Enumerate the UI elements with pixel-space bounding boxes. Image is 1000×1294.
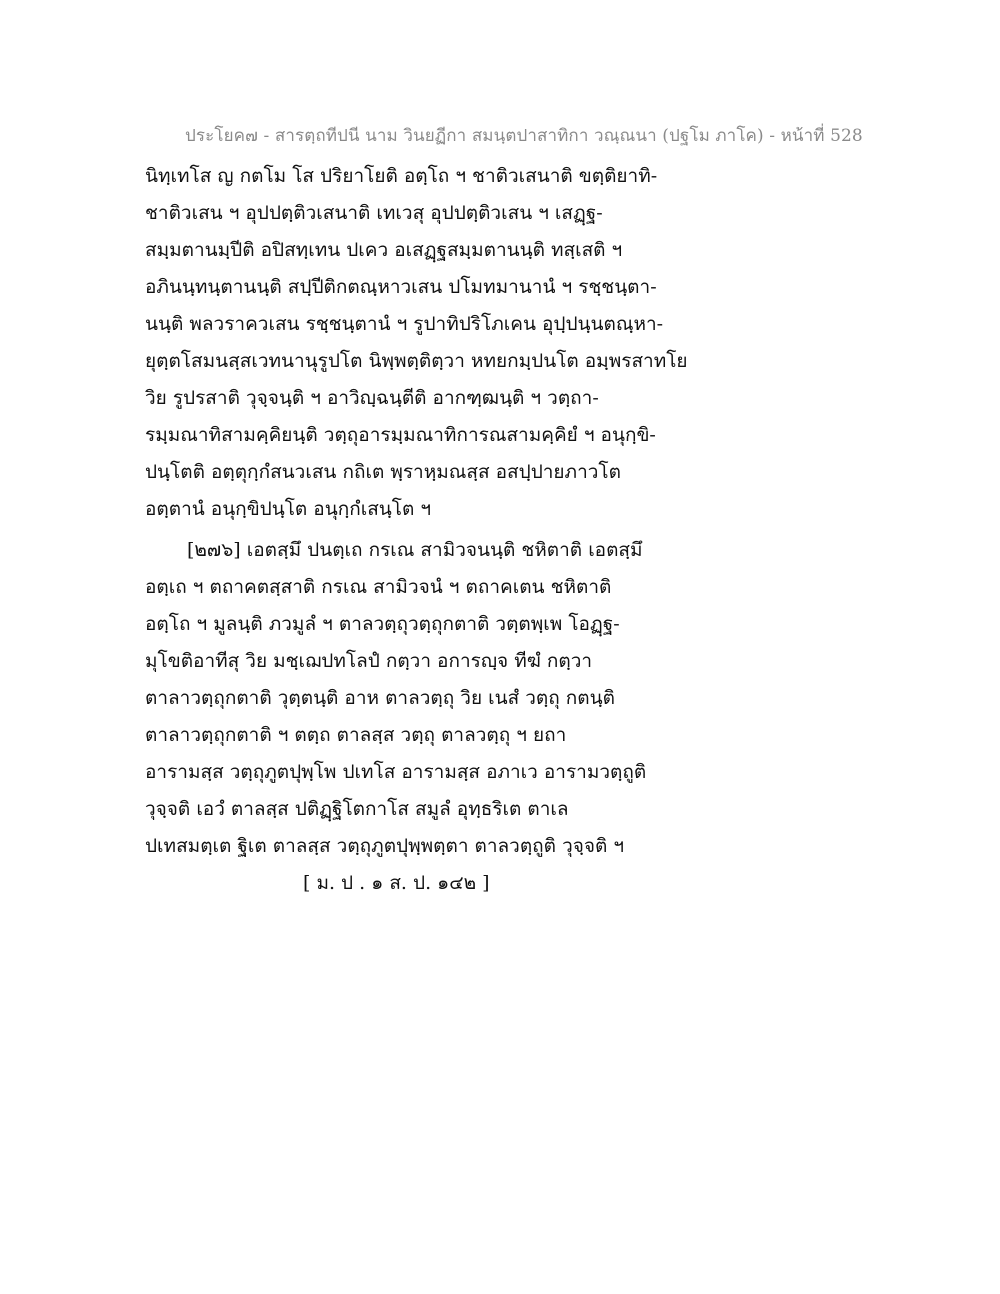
- text-line: ตาลาวตฺถุกตาติ ฯ ตตฺถ ตาลสฺส วตฺถุ ตาลวตฺถุ ฯ ยถา: [145, 724, 567, 746]
- text-line: นนฺติ พลวราควเสน รชฺชนฺตานํ ฯ รูปาทิปริโภเคน อุปฺปนฺนตณฺหา-: [145, 313, 664, 335]
- text-line: อารามสฺส วตฺถุภูตปุพฺโพ ปเทโส อารามสฺส อภาเว อารามวตฺถูติ: [145, 761, 647, 783]
- source-reference: [ ม. ป . ๑ ส. ป. ๑๔๒ ]: [303, 872, 490, 894]
- text-line: อตฺเถ ฯ ตถาคตสฺสาติ กรเณ สามิวจนํ ฯ ตถาคเตน ชหิตาติ: [145, 576, 612, 598]
- text-line: ปเทสมตฺเต ฐิเต ตาลสฺส วตฺถุภูตปุพฺพตฺตา ตาลวตฺถูติ วุจฺจติ ฯ: [145, 835, 625, 857]
- text-line: นิทฺเทโส ญ กตโม โส ปริยาโยติ อตฺโถ ฯ ชาติวเสนาติ ขตฺติยาทิ-: [145, 165, 658, 187]
- text-line: [๒๗๖] เอตสฺมึ ปนตฺเถ กรเณ สามิวจนนฺติ ชหิตาติ เอตสฺมึ: [187, 539, 643, 561]
- text-line: วิย รูปรสาติ วุจฺจนฺติ ฯ อาวิญฺฉนฺตีติ อากฑฺฒนฺติ ฯ วตฺถา-: [145, 387, 599, 409]
- text-line: ตาลาวตฺถุกตาติ วุตฺตนฺติ อาห ตาลวตฺถุ วิย เนสํ วตฺถุ กตนฺติ: [145, 687, 615, 709]
- text-line: อตฺตานํ อนุกฺขิปนฺโต อนุกฺกํเสนฺโต ฯ: [145, 498, 432, 520]
- text-line: ชาติวเสน ฯ อุปปตฺติวเสนาติ เทเวสุ อุปปตฺติวเสน ฯ เสฏฺฐ-: [145, 202, 603, 224]
- text-line: รมฺมณาทิสามคฺคิยนฺติ วตฺถุอารมฺมณาทิการณสามคฺคิยํ ฯ อนุกฺขิ-: [145, 424, 656, 446]
- body-text: [145, 158, 865, 902]
- text-line: วุจฺจติ เอวํ ตาลสฺส ปติฏฺฐิโตกาโส สมูลํ อุทฺธริเต ตาเล: [145, 798, 569, 820]
- text-line: ยุตฺตโสมนสฺสเวทนานุรูปโต นิพฺพตฺติตฺวา หทยกมฺปนโต อมฺพรสาทโย: [145, 350, 688, 372]
- text-line: อภินนฺทนฺตานนฺติ สปฺปีติกตณฺหาวเสน ปโมทมานานํ ฯ รชฺชนฺตา-: [145, 276, 657, 298]
- page-header: ประโยค๗ - สารตฺถทีปนี นาม วินยฏีกา สมนฺตปาสาทิกา วณฺณนา (ปฐโม ภาโค) - หน้าที่ 528: [185, 126, 863, 146]
- text-line: ปนฺโตติ อตฺตุกฺกํสนวเสน กถิเต พฺราหฺมณสฺส อสปฺปายภาวโต: [145, 461, 621, 483]
- text-line: มุโขติอาทีสุ วิย มชฺเฌปทโลปํ กตฺวา อการญฺจ ทีฆํ กตฺวา: [145, 650, 593, 672]
- text-line: สมฺมตานมฺปีติ อปิสทฺเทน ปเคว อเสฏฺฐสมฺมตานนฺติ ทสฺเสติ ฯ: [145, 239, 623, 261]
- text-line: อตฺโถ ฯ มูลนฺติ ภวมูลํ ฯ ตาลวตฺถุวตฺถุกตาติ วตฺตพฺเพ โอฏฺฐ-: [145, 613, 620, 635]
